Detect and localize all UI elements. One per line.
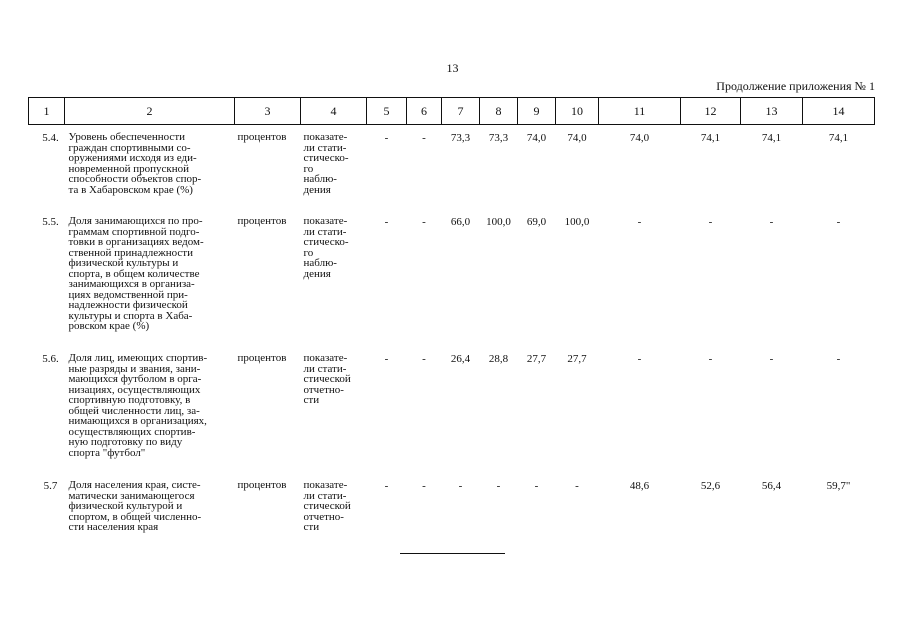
indicator-description: Доля занимающихся по про- граммам спортивной подго- товки в организациях ведом- ственной принадлежности физической культуры и спорта, в общем количестве занимающихся в организа- циях ведомственной при- надлежности физической культуры и спорта в Хаба- ровском крае (%) [68, 215, 204, 332]
value-cell: - [836, 353, 841, 365]
row-number: 5.6. [42, 353, 59, 365]
value-cell: - [637, 353, 642, 365]
value-cell: 48,6 [629, 480, 650, 492]
table-row [29, 353, 875, 480]
value-cell: 27,7 [567, 353, 587, 365]
source-cell: показате- ли стати- стической отчетно- сти [303, 479, 351, 533]
column-header: 3 [235, 98, 301, 125]
value-cell: - [769, 216, 774, 228]
column-header: 6 [407, 98, 442, 125]
column-header: 9 [518, 98, 556, 125]
value-cell: - [708, 353, 713, 365]
indicator-description: Уровень обеспеченности граждан спортивными со- оружениями исходя из еди- новременной пропускной способности объектов спор- та в Хабаровском крае (%) [68, 131, 202, 196]
indicator-description: Доля лиц, имеющих спортив- ные разряды и звания, зани- мающихся футболом в орга- низациях, осуществляющих спортивную подготовку, в общей численности лиц, за- нимающихся в организациях, осуществляющих спортив- ную подготовку по виду спорта "футбол" [68, 352, 208, 459]
value-cell: 100,0 [564, 216, 590, 228]
value-cell: - [384, 353, 389, 365]
value-cell: 27,7 [526, 353, 547, 365]
value-cell: 59,7" [826, 480, 851, 492]
value-cell: - [384, 216, 389, 228]
table-row [29, 480, 875, 540]
unit-cell: процентов [237, 352, 287, 364]
row-number: 5.7 [43, 480, 58, 492]
table-row [29, 132, 875, 216]
value-cell: - [422, 132, 426, 144]
column-header: 13 [741, 98, 803, 125]
value-cell: 74,1 [761, 132, 782, 144]
value-cell: - [637, 216, 642, 228]
value-cell: 66,0 [450, 216, 471, 228]
column-header: 14 [803, 98, 875, 125]
indicator-description: Доля населения края, систе- матически занимающегося физической культурой и спортом, в общей численно- сти населения края [68, 479, 202, 533]
column-header: 12 [681, 98, 741, 125]
table-row [29, 216, 875, 353]
column-header: 5 [367, 98, 407, 125]
unit-cell: процентов [237, 131, 287, 143]
value-cell: - [496, 480, 501, 492]
value-cell: 74,1 [828, 132, 849, 144]
column-header: 2 [65, 98, 235, 125]
row-number: 5.4. [42, 132, 59, 144]
value-cell: 74,0 [567, 132, 587, 144]
value-cell: 73,3 [450, 132, 471, 144]
column-header: 4 [301, 98, 367, 125]
value-cell: - [708, 216, 713, 228]
value-cell: 28,8 [488, 353, 509, 365]
column-header: 11 [599, 98, 681, 125]
value-cell: 26,4 [450, 353, 471, 365]
value-cell: - [836, 216, 841, 228]
value-cell: 56,4 [761, 480, 782, 492]
value-cell: - [575, 480, 579, 492]
unit-cell: процентов [237, 479, 287, 491]
indicators-table [28, 97, 875, 540]
source-cell: показате- ли стати- стическо- го наблю- дения [303, 215, 349, 280]
source-cell: показате- ли стати- стической отчетно- сти [303, 352, 351, 406]
value-cell: - [384, 132, 389, 144]
value-cell: 73,3 [488, 132, 509, 144]
continuation-label: Продолжение приложения № 1 [716, 79, 875, 93]
header-row [29, 98, 875, 125]
value-cell: 52,6 [700, 480, 721, 492]
unit-cell: процентов [237, 215, 287, 227]
value-cell: - [534, 480, 539, 492]
value-cell: - [422, 480, 426, 492]
row-number: 5.5. [42, 216, 59, 228]
value-cell: - [422, 216, 426, 228]
column-header: 10 [556, 98, 599, 125]
value-cell: 69,0 [526, 216, 547, 228]
page-number: 13 [446, 61, 459, 75]
column-header: 7 [442, 98, 480, 125]
value-cell: - [422, 353, 426, 365]
source-cell: показате- ли стати- стическо- го наблю- дения [303, 131, 349, 196]
value-cell: - [769, 353, 774, 365]
value-cell: - [458, 480, 463, 492]
value-cell: - [384, 480, 389, 492]
column-header: 8 [480, 98, 518, 125]
value-cell: 100,0 [486, 216, 511, 228]
value-cell: 74,1 [700, 132, 721, 144]
column-header: 1 [29, 98, 65, 125]
value-cell: 74,0 [629, 132, 650, 144]
footer-divider [400, 553, 505, 554]
value-cell: 74,0 [526, 132, 547, 144]
